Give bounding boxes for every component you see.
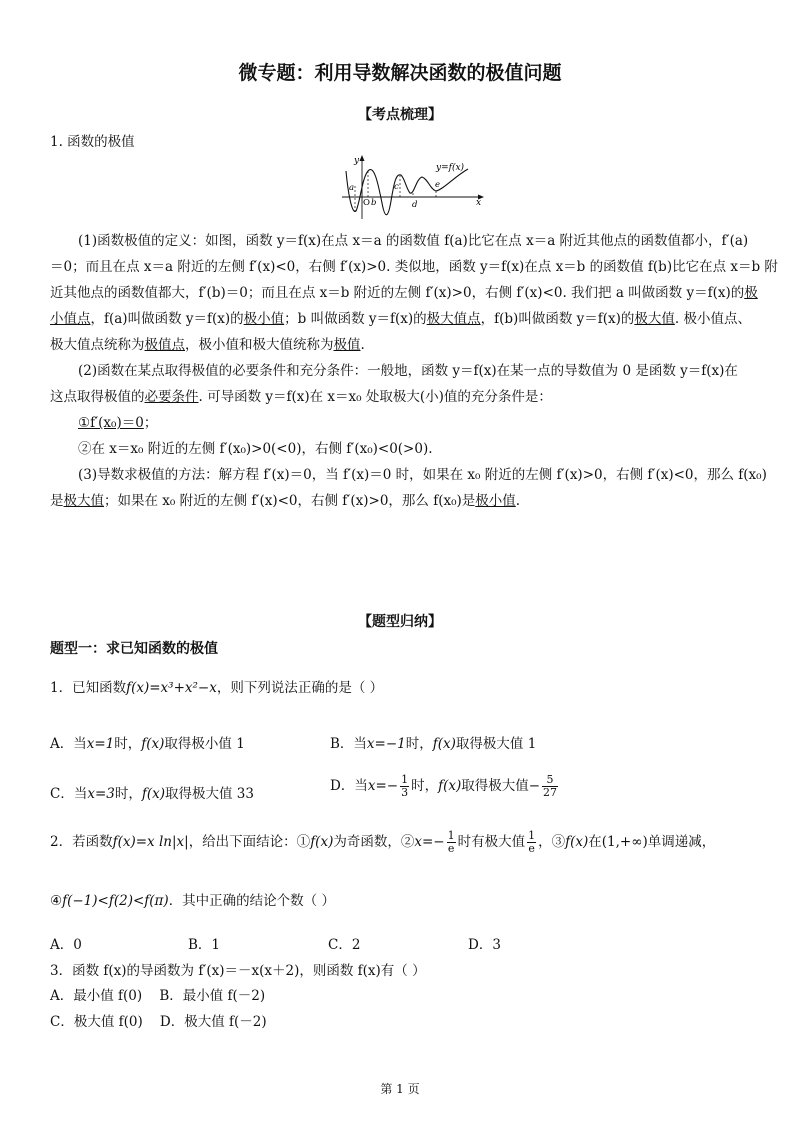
graph-point-c: c [394, 182, 399, 192]
question-1-option-d[interactable]: D．当x=− $\frac{1}{3}$ 时，f(x)取得极大值− $\frac{5}{27}$ [330, 773, 558, 799]
condition-item-2: ②在 x＝x₀ 附近的左侧 f′(x₀)>0(<0)，右侧 f′(x₀)<0(>0). [78, 441, 433, 457]
definition-line-1: (1)函数极值的定义：如图，函数 y＝f(x)在点 x＝a 的函数值 f(a)比它在点 x＝a 附近其他点的函数值都小，f′(a) [78, 233, 749, 249]
condition-item-1: ①f′(x₀)＝0； [78, 415, 158, 431]
question-2-option-d[interactable]: D．3 [468, 937, 501, 953]
graph-point-a: a [349, 183, 355, 193]
graph-point-b: b [371, 198, 377, 208]
fraction-one-over-e: $\frac{1}{e}$ [447, 829, 455, 855]
question-2-option-a[interactable]: A．0 [50, 937, 82, 953]
page-title: 微专题：利用导数解决函数的极值问题 [238, 62, 562, 84]
condition-line-1: (2)函数在某点取得极值的必要条件和充分条件：一般地，函数 y＝f(x)在某一点的导数值为 0 是函数 y＝f(x)在 [78, 363, 738, 379]
method-line-2: 是极大值；如果在 x₀ 附近的左侧 f′(x)<0，右侧 f′(x)>0，那么 f(x₀)是极小值. [50, 493, 521, 509]
definition-line-5: 极大值点统称为极值点，极小值和极大值统称为极值. [50, 337, 365, 353]
graph-point-e: e [435, 180, 441, 190]
section-heading-review: 【考点梳理】 [358, 107, 442, 123]
question-2-option-b[interactable]: B．1 [188, 937, 221, 953]
definition-line-4: 小值点，f(a)叫做函数 y＝f(x)的极小值；b 叫做函数 y＝f(x)的极大值点，f(b)叫做函数 y＝f(x)的极大值. 极小值点、 [50, 311, 751, 327]
question-2-option-c[interactable]: C．2 [328, 937, 361, 953]
y-axis-arrow [360, 155, 365, 161]
graph-y-label: y [354, 156, 360, 166]
graph-point-d: d [412, 200, 418, 210]
definition-line-2: ＝0；而且在点 x＝a 附近的左侧 f′(x)<0，右侧 f′(x)>0. 类似地，函数 y＝f(x)在点 x＝b 的函数值 f(b)比它在点 x＝b 附 [50, 259, 778, 275]
function-graph-figure [338, 153, 488, 223]
graph-curve-label: y=f(x) [436, 163, 465, 173]
method-line-1: (3)导数求极值的方法：解方程 f′(x)＝0，当 f′(x)＝0 时，如果在 x₀ 附近的左侧 f′(x)>0，右侧 f′(x)<0，那么 f(x₀) [78, 467, 767, 483]
condition-line-2: 这点取得极值的必要条件. 可导函数 y＝f(x)在 x＝x₀ 处取极大(小)值的充分条件是： [50, 389, 552, 405]
graph-point-O: O [363, 198, 370, 208]
definition-line-3: 近其他点的函数值都大，f′(b)＝0；而且在点 x＝b 附近的左侧 f′(x)>0，右侧 f′(x)<0. 我们把 a 叫做函数 y＝f(x)的极 [50, 285, 758, 301]
question-3-options-cd[interactable]: C．极大值 f(0) D．极大值 f(－2) [50, 1014, 267, 1030]
question-2-stem-line-2: ④f(−1)<f(2)<f(π)．其中正确的结论个数（ ） [50, 893, 335, 909]
section-heading-question-types: 【题型归纳】 [358, 614, 442, 630]
question-3-options-ab[interactable]: A．最小值 f(0) B．最小值 f(－2) [50, 988, 266, 1004]
fraction-one-third: $\frac{1}{3}$ [401, 773, 409, 799]
question-2-stem-line-1: 2．若函数f(x)=x ln|x|，给出下面结论：①f(x)为奇函数，②x=− $\frac{1}{e}$ 时有极大值 $\frac{1}{e}$ ，③f(x)在(1,+∞)单调递减， [50, 829, 716, 855]
fraction-one-over-e-value: $\frac{1}{e}$ [528, 829, 536, 855]
fraction-five-over-27: $\frac{5}{27}$ [543, 773, 558, 799]
question-1-stem: 1．已知函数f(x)=x³+x²−x，则下列说法正确的是（ ） [50, 680, 384, 696]
item-heading-extremum: 1. 函数的极值 [50, 134, 135, 150]
question-type-1-heading: 题型一：求已知函数的极值 [50, 641, 218, 657]
page-footer: 第 1 页 [380, 1082, 420, 1096]
question-3-stem: 3．函数 f(x)的导函数为 f′(x)＝－x(x＋2)，则函数 f(x)有（ ） [50, 963, 426, 979]
question-1-option-a[interactable]: A．当x=1时，f(x)取得极小值 1 [50, 736, 245, 752]
question-1-option-b[interactable]: B．当x=−1时，f(x)取得极大值 1 [330, 736, 537, 752]
graph-x-label: x [476, 198, 482, 208]
question-1-option-c[interactable]: C．当x=3时，f(x)取得极大值 33 [50, 786, 254, 802]
